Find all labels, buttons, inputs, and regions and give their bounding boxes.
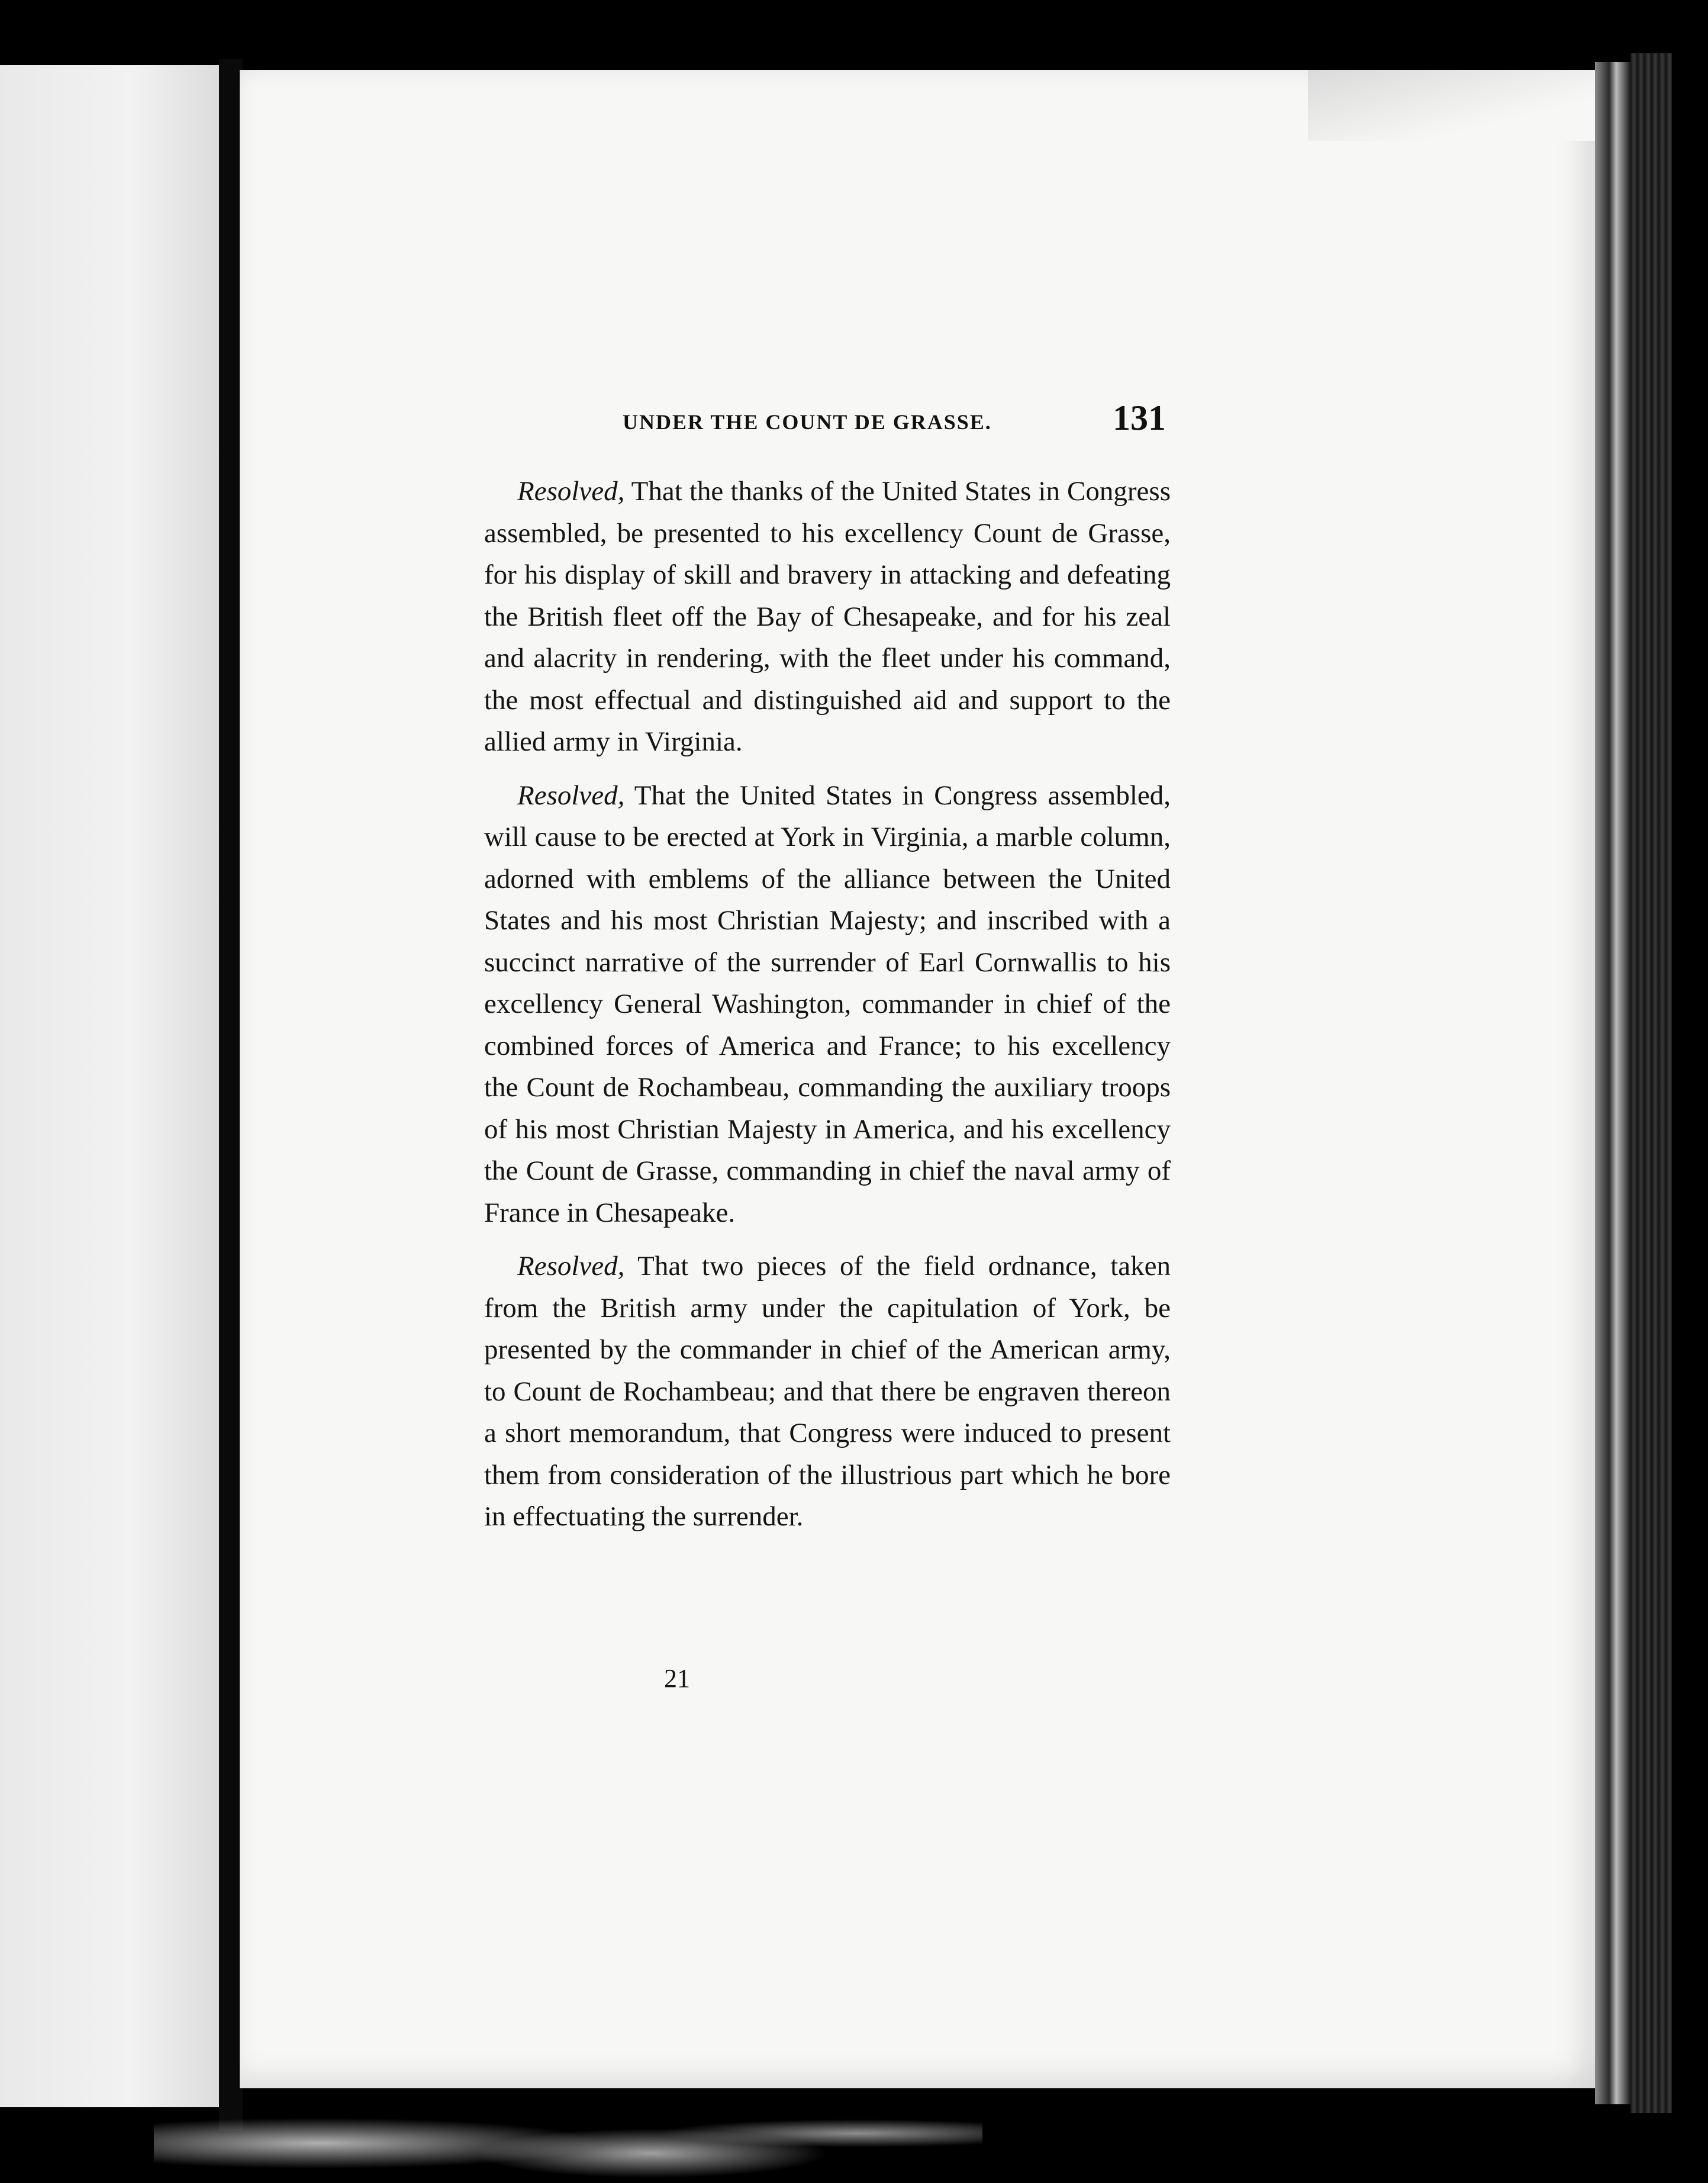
page-stack-edge <box>1595 62 1630 2104</box>
page-number: 131 <box>1113 398 1166 437</box>
paragraph-text: That the thanks of the United States in Congress assembled, be presented to his excellency Count de Grasse, for his display of skill and bravery in attacking and defeating the British fleet off the Bay of Chesapeake, and for his zeal and alacrity in rendering, with the fleet under his command, the most effectual and distinguished aid and support to the allied army in Virginia. <box>484 476 1171 757</box>
paragraph-text: That two pieces of the field ordnance, taken from the British army under the capitulation of York, be presented by the commander in chief of the American army, to Count de Rochambeau; and that there be engraven thereon a short memorandum, that Congress were induced to present them from consideration of the illustrious part which he bore in effectuating the surrender. <box>484 1251 1171 1532</box>
resolved-lead: Resolved, <box>517 1251 625 1282</box>
book-gutter <box>219 59 243 2131</box>
scan-artifact <box>154 2084 982 2183</box>
body-text <box>484 471 1171 1550</box>
resolution-paragraph-3 <box>484 1245 1171 1538</box>
facing-page-edge <box>0 65 219 2107</box>
resolution-paragraph-1 <box>484 471 1171 763</box>
paragraph-text: That the United States in Congress assembled, will cause to be erected at York in Virginia, a marble column, adorned with emblems of the alliance between the United States and his most Christian Majesty; and inscribed with a succinct narrative of the surrender of Earl Cornwallis to his excellency General Washington, commander in chief of the combined forces of America and France; to his excellency the Count de Rochambeau, commanding the auxiliary troops of his most Christian Majesty in America, and his excellency the Count de Grasse, commanding in chief the naval army of France in Chesapeake. <box>484 780 1171 1228</box>
book-cover-edge <box>1630 53 1672 2113</box>
resolution-paragraph-2 <box>484 775 1171 1234</box>
page-corner-shading <box>1308 70 1595 141</box>
signature-mark: 21 <box>664 1664 690 1693</box>
running-head: UNDER THE COUNT DE GRASSE. <box>623 410 992 434</box>
resolved-lead: Resolved, <box>517 476 625 507</box>
page-header <box>623 398 1166 445</box>
resolved-lead: Resolved, <box>517 780 625 811</box>
